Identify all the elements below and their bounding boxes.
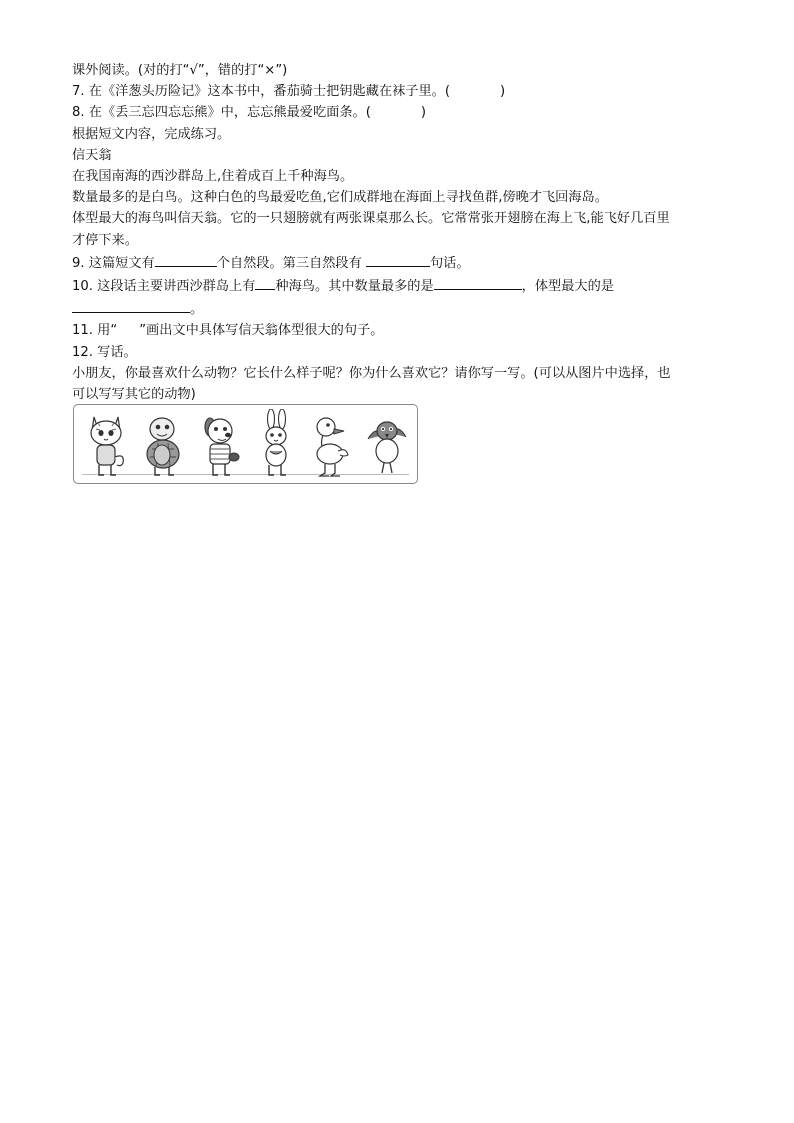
question-10-text-b: 种海鸟。其中数量最多的是 [275, 279, 434, 295]
passage-paragraph-2: 数量最多的是白鸟。这种白色的鸟最爱吃鱼,它们成群地在海面上寻找鱼群,傍晚才飞回海岛。 [72, 190, 608, 206]
question-7 [72, 81, 722, 102]
duck-icon [308, 409, 354, 481]
ground-line [82, 474, 409, 475]
question-10-text-a: 10. 这段话主要讲西沙群岛上有 [72, 279, 256, 295]
writing-prompt-line-1: 小朋友，你最喜欢什么动物？它长什么样子呢？你为什么喜欢它？请你写一写。(可以从图片中选择，也 [72, 365, 671, 381]
passage-paragraph-3-line-1: 体型最大的海鸟叫信天翁。它的一只翅膀就有两张课桌那么长。它常常张开翅膀在海上飞,能飞好几百里 [72, 211, 670, 227]
reading-instruction: 根据短文内容，完成练习。 [72, 126, 231, 142]
question-8 [72, 102, 722, 123]
question-7-close-paren: ) [499, 84, 506, 100]
dog-icon [198, 409, 244, 481]
question-9-text-c: 句话。 [429, 255, 470, 271]
question-11-text-a: 11. 用“ [72, 323, 118, 339]
question-10 [72, 274, 722, 297]
animal-picture-panel [73, 404, 418, 484]
question-8-text: 8. 在《丢三忘四忘忘熊》中，忘忘熊最爱吃面条。( [72, 105, 371, 121]
passage-paragraph-3-line-2: 才停下来。 [72, 232, 138, 248]
question-11 [72, 320, 722, 341]
passage-paragraph-1: 在我国南海的西沙群岛上,住着成百上千种海鸟。 [72, 169, 354, 185]
answer-blank[interactable] [72, 297, 190, 313]
answer-blank[interactable] [155, 251, 217, 267]
question-8-close-paren: ) [420, 105, 427, 121]
cat-icon [84, 409, 130, 481]
section-instruction: 课外阅读。(对的打“√”，错的打“×”) [72, 63, 288, 78]
rabbit-icon [254, 409, 300, 481]
worksheet [72, 60, 722, 405]
question-9-text-a: 9. 这篇短文有 [72, 255, 155, 271]
question-7-text: 7. 在《洋葱头历险记》这本书中，番茄骑士把钥匙藏在袜子里。( [72, 84, 450, 100]
passage-title: 信天翁 [72, 147, 112, 163]
turtle-icon [140, 409, 186, 481]
question-10-text-d: 。 [190, 302, 204, 318]
question-10-continued [72, 297, 722, 320]
question-10-text-c: ，体型最大的是 [521, 279, 614, 295]
question-9-text-b: 个自然段。第三自然段有 [216, 255, 366, 271]
answer-blank[interactable] [255, 274, 275, 290]
question-9 [72, 251, 722, 274]
answer-blank[interactable] [366, 251, 430, 267]
bird-icon [364, 409, 410, 481]
question-11-text-b: ”画出文中具体写信天翁体型很大的句子。 [139, 323, 384, 339]
answer-blank[interactable] [434, 274, 522, 290]
question-12: 12. 写话。 [72, 344, 137, 360]
writing-prompt-line-2: 可以写写其它的动物) [72, 387, 196, 403]
